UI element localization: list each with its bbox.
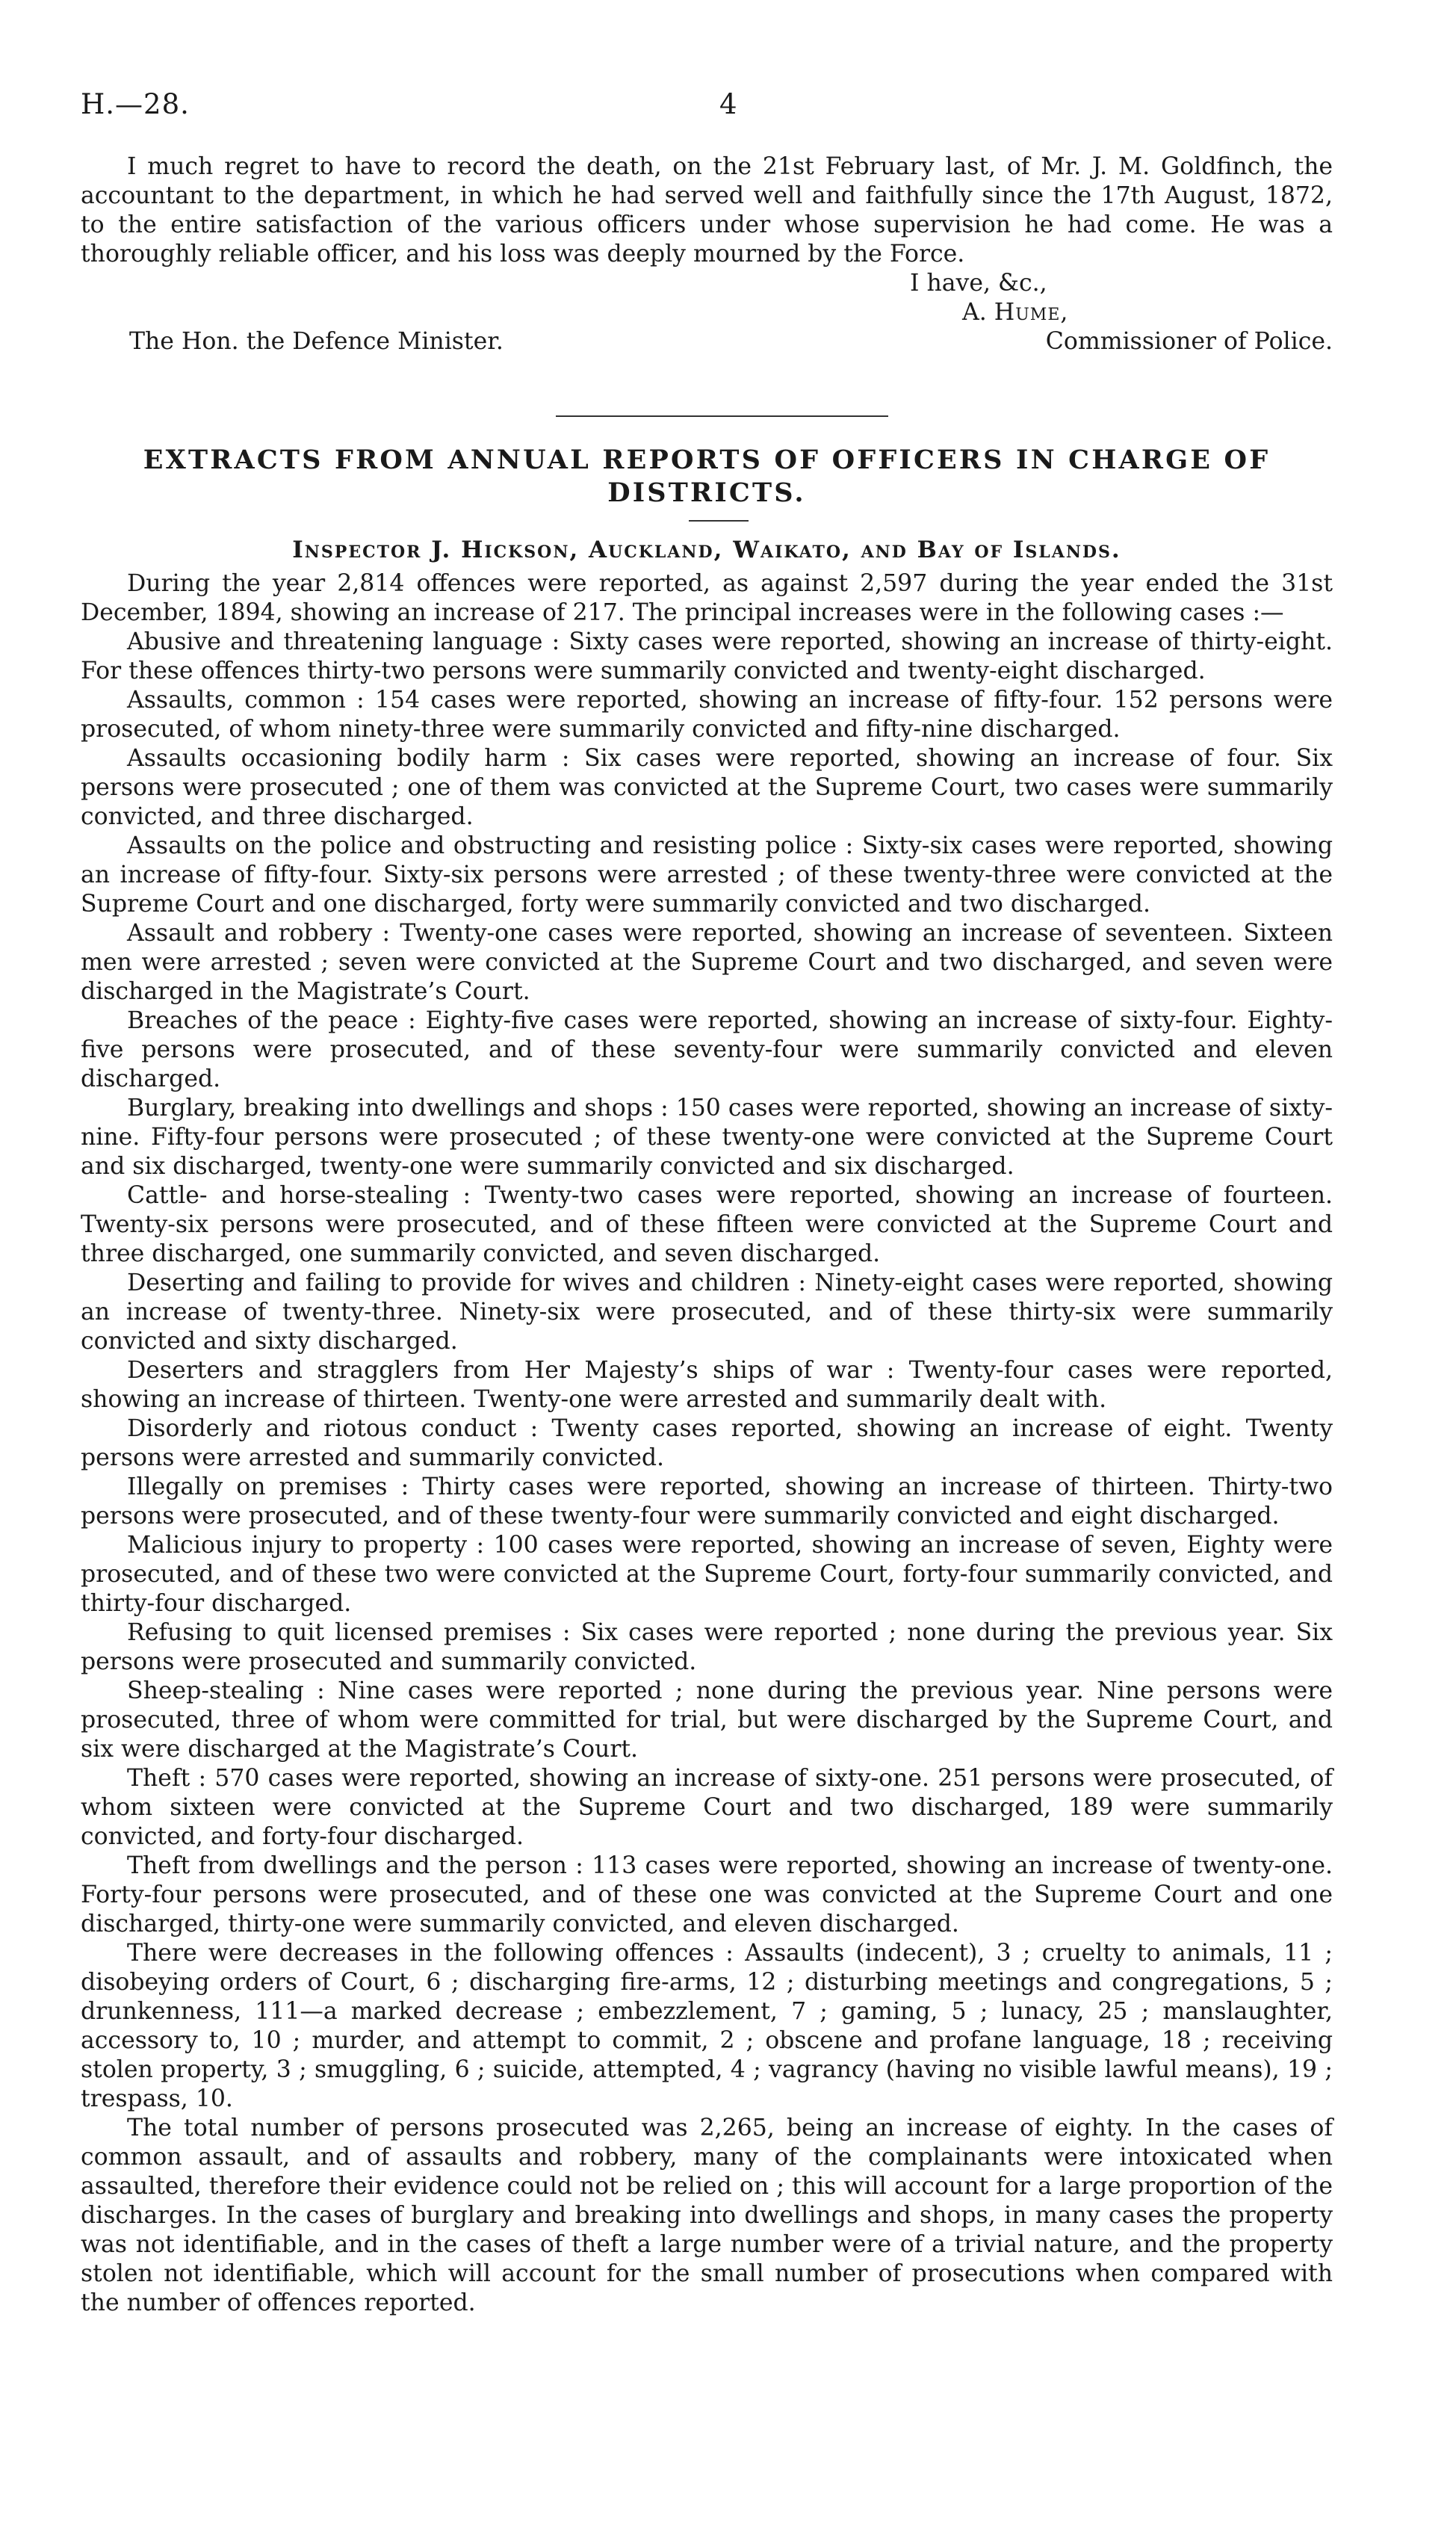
report-paragraph: Assault and robbery : Twenty-one cases were reported, showing an increase of seventeen. Sixteen men were arrested ; seven were convicted at the Supreme Court and two discharged, and seven were discharged in the Magistrate’s Court.	[81, 920, 1333, 1005]
report-paragraph: Malicious injury to property : 100 cases were reported, showing an increase of seven, Eighty were prosecuted, and of these two were convicted at the Supreme Court, forty-four summarily convicted, and thirty-four discharged.	[81, 1532, 1333, 1617]
opening-paragraph: I much regret to have to record the death, on the 21st February last, of Mr. J. M. Goldfinch, the accountant to the department, in which he had served well and faithfully since the 17th August, 1872, to the entire satisfaction of the various officers under whose supervision he had come. He was a thoroughly reliable officer, and his loss was deeply mourned by the Force.	[81, 153, 1333, 267]
report-paragraph: There were decreases in the following offences : Assaults (indecent), 3 ; cruelty to animals, 11 ; disobeying orders of Court, 6 ; discharging fire-arms, 12 ; disturbing meetings and congregations, 5 ; drunkenness, 111—a marked decrease ; embezzlement, 7 ; gaming, 5 ; lunacy, 25 ; manslaughter, accessory to, 10 ; murder, and attempt to commit, 2 ; obscene and profane language, 18 ; receiving stolen property, 3 ; smuggling, 6 ; suicide, attempted, 4 ; vagrancy (having no visible lawful means), 19 ; trespass, 10.	[81, 1940, 1333, 2112]
section-heading: EXTRACTS FROM ANNUAL REPORTS OF OFFICERS IN CHARGE OF DISTRICTS.	[143, 445, 1271, 508]
signature-block	[81, 269, 1333, 386]
report-paragraph: Abusive and threatening language : Sixty cases were reported, showing an increase of thirty-eight. For these offences thirty-two persons were summarily convicted and twenty-eight discharged.	[81, 628, 1333, 684]
signatory-title: Commissioner of Police.	[1045, 328, 1333, 355]
section-divider	[556, 415, 888, 417]
report-paragraph: Assaults on the police and obstructing and resisting police : Sixty-six cases were reported, showing an increase of fifty-four. Sixty-six persons were arrested ; of these twenty-three were convicted at the Supreme Court and one discharged, forty were summarily convicted and two discharged.	[81, 832, 1333, 918]
signature-name	[962, 298, 1068, 327]
report-paragraph: Deserters and stragglers from Her Majesty’s ships of war : Twenty-four cases were reported, showing an increase of thirteen. Twenty-one were arrested and summarily dealt with.	[81, 1357, 1333, 1413]
report-paragraph: The total number of persons prosecuted was 2,265, being an increase of eighty. In the cases of common assault, and of assaults and robbery, many of the complainants were intoxicated when assaulted, therefore their evidence could not be relied on ; this will account for a large proportion of the discharges. In the cases of burglary and breaking into dwellings and shops, in many cases the property was not identifiable, and in the cases of theft a large number were of a trivial nature, and the property stolen not identifiable, which will account for the small number of prosecutions when compared with the number of offences reported.	[81, 2115, 1333, 2316]
heading-divider	[689, 520, 749, 522]
addressee: The Hon. the Defence Minister.	[129, 328, 504, 355]
report-paragraph: Cattle- and horse-stealing : Twenty-two cases were reported, showing an increase of fourteen. Twenty-six persons were prosecuted, and of these fifteen were convicted at the Supreme Court and three discharged, one summarily convicted, and seven discharged.	[81, 1182, 1333, 1267]
document-reference: H.—28.	[81, 88, 190, 120]
page-number: 4	[719, 88, 737, 120]
report-paragraph: Refusing to quit licensed premises : Six cases were reported ; none during the previous year. Six persons were prosecuted and summarily convicted.	[81, 1619, 1333, 1675]
report-paragraph: During the year 2,814 offences were reported, as against 2,597 during the year ended the 31st December, 1894, showing an increase of 217. The principal increases were in the following cases :—	[81, 570, 1333, 626]
running-header	[81, 82, 1333, 127]
report-paragraph: Theft : 570 cases were reported, showing an increase of sixty-one. 251 persons were prosecuted, of whom sixteen were convicted at the Supreme Court and two discharged, 189 were summarily convicted, and forty-four discharged.	[81, 1765, 1333, 1850]
report-paragraph: Disorderly and riotous conduct : Twenty cases reported, showing an increase of eight. Twenty persons were arrested and summarily convicted.	[81, 1415, 1333, 1471]
report-paragraph: Assaults, common : 154 cases were reported, showing an increase of fifty-four. 152 persons were prosecuted, of whom ninety-three were summarily convicted and fifty-nine discharged.	[81, 687, 1333, 743]
report-paragraph: Deserting and failing to provide for wives and children : Ninety-eight cases were reported, showing an increase of twenty-three. Ninety-six were prosecuted, and of these thirty-six were summarily convicted and sixty discharged.	[81, 1269, 1333, 1355]
signature-greeting: I have, &c.,	[910, 270, 1047, 297]
report-paragraph: Theft from dwellings and the person : 113 cases were reported, showing an increase of twenty-one. Forty-four persons were prosecuted, and of these one was convicted at the Supreme Court and one discharged, thirty-one were summarily convicted, and eleven discharged.	[81, 1852, 1333, 1937]
district-subheading: Inspector J. Hickson, Auckland, Waikato, and Bay of Islands.	[292, 536, 1121, 563]
report-paragraph: Illegally on premises : Thirty cases were reported, showing an increase of thirteen. Thirty-two persons were prosecuted, and of these twenty-four were summarily convicted and eight discharged.	[81, 1473, 1333, 1530]
signature-initial: A.	[962, 299, 987, 326]
report-body	[81, 569, 1333, 2318]
report-paragraph: Burglary, breaking into dwellings and shops : 150 cases were reported, showing an increase of sixty-nine. Fifty-four persons were prosecuted ; of these twenty-one were convicted at the Supreme Court and six discharged, twenty-one were summarily convicted and six discharged.	[81, 1095, 1333, 1180]
report-paragraph: Sheep-stealing : Nine cases were reported ; none during the previous year. Nine persons were prosecuted, three of whom were committed for trial, but were discharged by the Supreme Court, and six were discharged at the Magistrate’s Court.	[81, 1677, 1333, 1763]
report-paragraph: Breaches of the peace : Eighty-five cases were reported, showing an increase of sixty-four. Eighty-five persons were prosecuted, and of these seventy-four were summarily convicted and eleven discharged.	[81, 1007, 1333, 1092]
report-paragraph: Assaults occasioning bodily harm : Six cases were reported, showing an increase of four. Six persons were prosecuted ; one of them was convicted at the Supreme Court, two cases were summarily convicted, and three discharged.	[81, 745, 1333, 830]
signature-surname: Hume,	[994, 299, 1069, 326]
